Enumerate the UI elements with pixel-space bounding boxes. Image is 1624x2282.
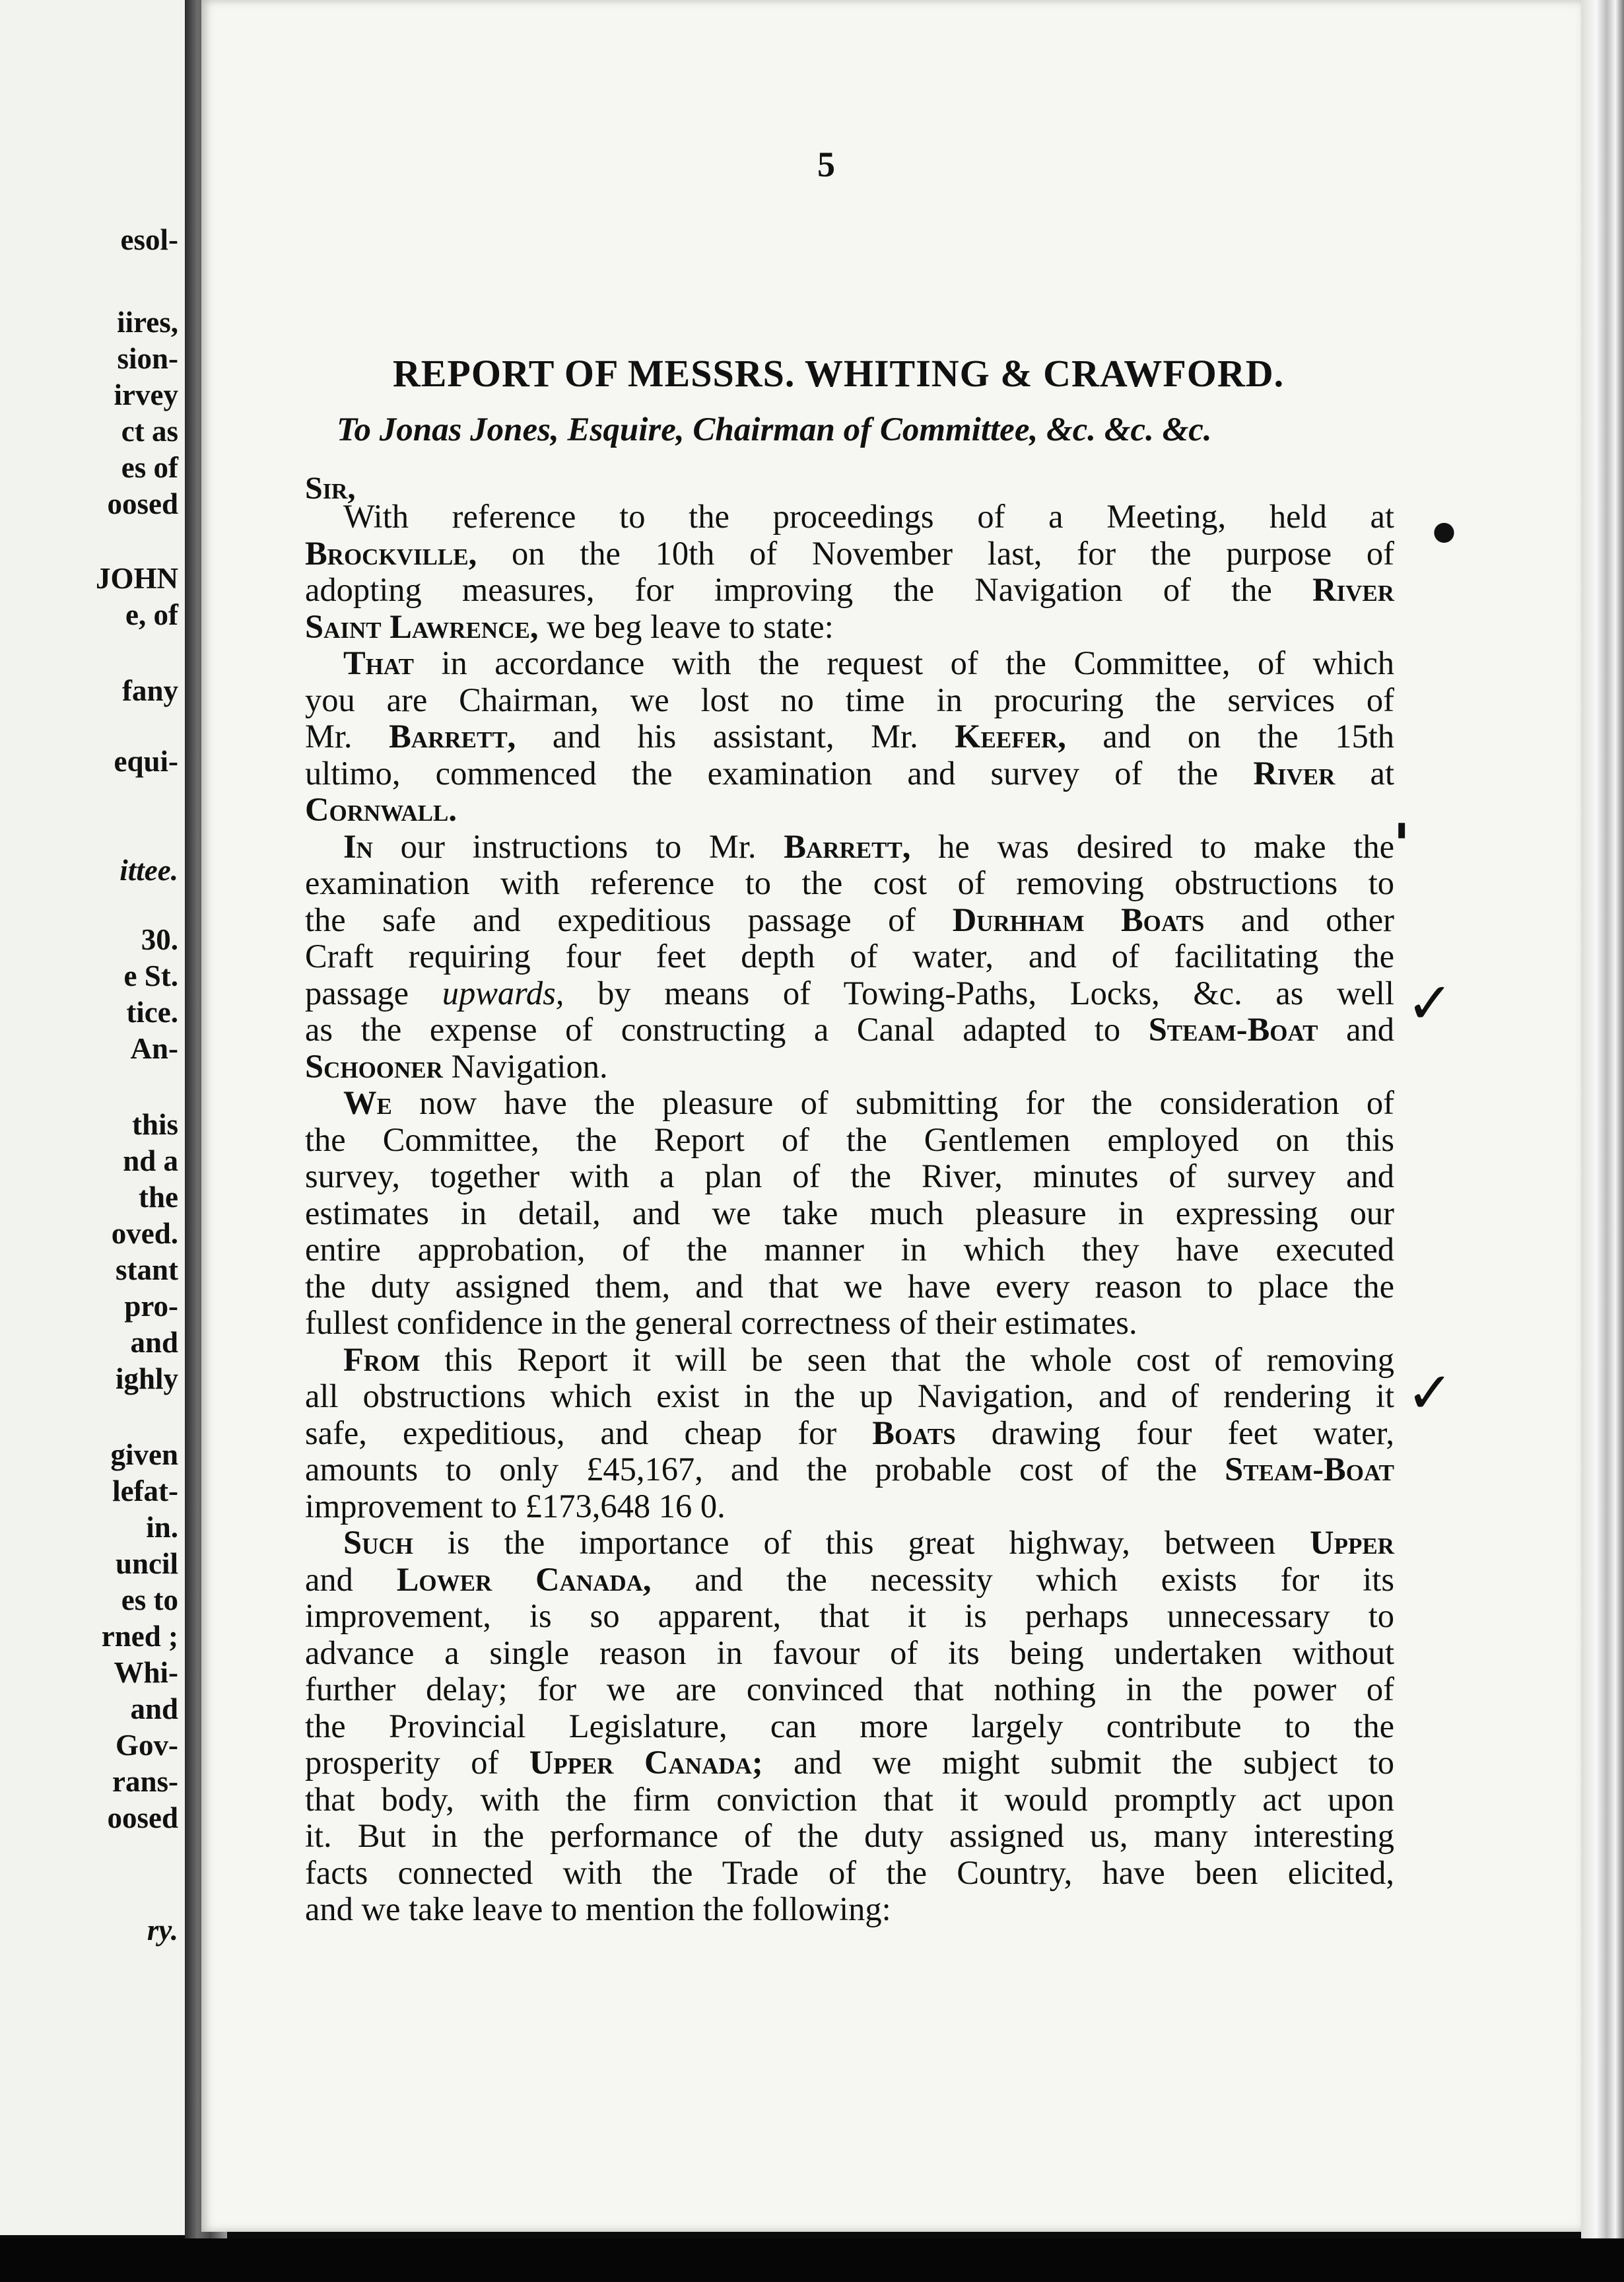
small-caps-text: Cornwall.: [305, 791, 457, 828]
text-run: improvement, is so apparent, that it is perhaps unnecessary to: [305, 1597, 1394, 1634]
text-line: [305, 1635, 1394, 1672]
text-run: by means of Towing-Paths, Locks, &c. as well: [564, 974, 1394, 1012]
small-caps-text: Steam-Boat: [1148, 1011, 1318, 1048]
text-line: [305, 1708, 1394, 1745]
left-page-text-fragment: sion-: [117, 342, 178, 375]
small-caps-text: Barrett,: [389, 718, 516, 755]
left-page-text-fragment: ry.: [147, 1914, 178, 1947]
text-run: in accordance with the request of the Committee, of which: [413, 644, 1394, 681]
text-line: [305, 682, 1394, 719]
text-run: survey, together with a plan of the River, minutes of survey and: [305, 1158, 1394, 1194]
left-page-text-fragment: rans-: [112, 1765, 178, 1798]
text-line: [305, 1488, 1394, 1525]
text-run: advance a single reason in favour of its being undertaken without: [305, 1634, 1394, 1671]
left-page-text-fragment: ittee.: [119, 854, 178, 887]
text-run: safe, expeditious, and cheap for: [305, 1414, 873, 1451]
text-line: [305, 1049, 1394, 1086]
text-line: [305, 1158, 1394, 1195]
check-mark-icon: ✓: [1406, 971, 1454, 1037]
text-run: Navigation.: [442, 1047, 608, 1085]
left-page-text-fragment: and: [130, 1326, 178, 1359]
text-run: as the expense of constructing a Canal adapted to: [305, 1011, 1149, 1048]
text-line: [305, 1415, 1394, 1452]
small-caps-text: Lower Canada,: [396, 1560, 652, 1598]
left-page-text-fragment: oosed: [107, 487, 178, 520]
small-caps-text: Keefer,: [955, 718, 1066, 755]
text-line: [305, 572, 1394, 609]
text-run: the duty assigned them, and that we have every reason to place the: [305, 1267, 1394, 1305]
text-line: [305, 1745, 1394, 1781]
left-page-text-fragment: tice.: [126, 996, 178, 1029]
text-line: [305, 902, 1394, 939]
left-page-text-fragment: oved.: [111, 1217, 178, 1250]
check-mark-icon: ✓: [1406, 1360, 1454, 1426]
small-caps-text: Boats: [872, 1414, 956, 1451]
text-line: [305, 1231, 1394, 1268]
text-line: [305, 499, 1394, 536]
left-page-text-fragment: e, of: [125, 598, 178, 631]
salutation: Sir,: [305, 471, 356, 506]
small-caps-text: We: [343, 1084, 392, 1121]
text-line: [305, 938, 1394, 975]
left-page-text-fragment: fany: [121, 674, 178, 707]
text-run: and: [1318, 1011, 1395, 1048]
text-line: [305, 792, 1394, 829]
text-line: [305, 1781, 1394, 1818]
left-page-text-fragment: in.: [146, 1511, 178, 1544]
text-line: [305, 829, 1394, 866]
text-run: and we take leave to mention the following:: [305, 1890, 891, 1927]
text-run: now have the pleasure of submitting for the consideration of: [391, 1084, 1394, 1121]
previous-page-fragment: [0, 0, 185, 2235]
text-line: [305, 609, 1394, 646]
small-caps-text: In: [343, 827, 373, 865]
left-page-text-fragment: es of: [121, 451, 178, 484]
text-run: it. But in the performance of the duty assigned us, many interesting: [305, 1817, 1394, 1854]
text-line: [305, 1891, 1394, 1928]
text-run: drawing four feet water,: [955, 1414, 1394, 1451]
left-page-text-fragment: equi-: [114, 745, 178, 778]
left-page-text-fragment: es to: [121, 1583, 178, 1616]
text-line: [305, 536, 1394, 572]
text-line: [305, 865, 1394, 902]
text-run: and we might submit the subject to: [762, 1744, 1394, 1781]
text-run: facts connected with the Trade of the Country, have been elicited,: [305, 1853, 1394, 1891]
text-line: [305, 1195, 1394, 1232]
left-page-text-fragment: 30.: [141, 923, 178, 956]
text-line: [305, 1305, 1394, 1342]
text-run: and other: [1204, 901, 1394, 938]
text-line: [305, 1562, 1394, 1599]
small-caps-text: Durhham Boats: [952, 901, 1205, 938]
page-number: 5: [817, 145, 835, 184]
left-page-text-fragment: uncil: [115, 1547, 178, 1580]
small-caps-text: Schooner: [305, 1047, 443, 1085]
text-line: [305, 1855, 1394, 1892]
left-page-text-fragment: pro-: [124, 1290, 178, 1323]
margin-mark: ': [1393, 812, 1411, 878]
left-page-text-fragment: this: [131, 1108, 178, 1141]
text-run: the Committee, the Report of the Gentlemen employed on this: [305, 1121, 1394, 1158]
text-line: [305, 1451, 1394, 1488]
left-page-text-fragment: Gov-: [116, 1729, 178, 1762]
small-caps-text: Brockville,: [305, 534, 477, 572]
text-run: further delay; for we are convinced that nothing in the power of: [305, 1671, 1394, 1708]
report-body: [305, 499, 1394, 1928]
text-line: [305, 1342, 1394, 1379]
text-run: on the 10th of November last, for the purpose of: [477, 534, 1394, 572]
left-page-text-fragment: iires,: [117, 306, 178, 339]
text-run: passage: [305, 974, 442, 1012]
left-page-text-fragment: rned ;: [101, 1620, 178, 1653]
left-page-text-fragment: lefat-: [112, 1474, 178, 1507]
text-run: With reference to the proceedings of a Meeting, held at: [343, 498, 1394, 535]
small-caps-text: From: [343, 1340, 421, 1378]
text-run: amounts to only £45,167, and the probable cost of the: [305, 1451, 1225, 1488]
text-run: at: [1335, 754, 1394, 792]
text-run: prosperity of: [305, 1744, 529, 1781]
page-edge: [1581, 0, 1624, 2245]
left-page-text-fragment: given: [110, 1438, 178, 1471]
scan-border: [0, 2238, 1624, 2282]
text-run: the Provincial Legislature, can more largely contribute to the: [305, 1707, 1394, 1745]
text-run: estimates in detail, and we take much pleasure in expressing our: [305, 1194, 1394, 1231]
left-page-text-fragment: e St.: [123, 959, 178, 992]
text-run: fullest confidence in the general correctness of their estimates.: [305, 1304, 1137, 1341]
text-run: we beg leave to state:: [538, 607, 834, 645]
margin-mark: •: [1426, 502, 1462, 568]
small-caps-text: Upper Canada;: [529, 1744, 763, 1781]
text-run: adopting measures, for improving the Navigation of the: [305, 571, 1312, 608]
text-line: [305, 1085, 1394, 1122]
left-page-text-fragment: ighly: [115, 1362, 178, 1395]
text-run: all obstructions which exist in the up Navigation, and of rendering it: [305, 1377, 1394, 1414]
text-run: that body, with the firm conviction that it would promptly act upon: [305, 1780, 1394, 1818]
left-page-text-fragment: nd a: [123, 1144, 178, 1177]
report-title: REPORT OF MESSRS. WHITING & CRAWFORD.: [392, 352, 1285, 395]
small-caps-text: Upper: [1310, 1524, 1394, 1561]
text-run: the safe and expeditious passage of: [305, 901, 953, 938]
text-run: he was desired to make the: [910, 827, 1394, 865]
italic-text: upwards,: [442, 974, 564, 1012]
left-page-text-fragment: irvey: [114, 378, 178, 411]
text-line: [305, 1268, 1394, 1305]
text-run: improvement to £173,648 16 0.: [305, 1487, 726, 1525]
small-caps-text: Barrett,: [784, 827, 911, 865]
text-line: [305, 718, 1394, 755]
text-run: ultimo, commenced the examination and survey of the: [305, 754, 1254, 792]
left-page-text-fragment: stant: [115, 1253, 178, 1286]
text-run: Craft requiring four feet depth of water, and of facilitating the: [305, 938, 1394, 975]
text-run: entire approbation, of the manner in which they have executed: [305, 1231, 1394, 1268]
text-line: [305, 1671, 1394, 1708]
text-line: [305, 1525, 1394, 1562]
text-line: [305, 1818, 1394, 1855]
left-page-text-fragment: Whi-: [114, 1656, 178, 1689]
text-run: our instructions to Mr.: [372, 827, 784, 865]
text-line: [305, 645, 1394, 682]
left-page-text-fragment: oosed: [107, 1801, 178, 1834]
text-line: [305, 1598, 1394, 1635]
text-run: Mr.: [305, 718, 389, 755]
left-page-text-fragment: and: [130, 1692, 178, 1725]
left-page-text-fragment: the: [139, 1181, 178, 1214]
small-caps-text: Such: [343, 1524, 413, 1561]
text-run: and on the 15th: [1066, 718, 1395, 755]
text-line: [305, 1378, 1394, 1415]
text-line: [305, 755, 1394, 792]
text-run: is the importance of this great highway, between: [413, 1524, 1310, 1561]
small-caps-text: Steam-Boat: [1225, 1451, 1394, 1488]
small-caps-text: River: [1312, 571, 1394, 608]
text-line: [305, 1122, 1394, 1159]
text-line: [305, 1012, 1394, 1049]
text-line: [305, 975, 1394, 1012]
text-run: you are Chairman, we lost no time in procuring the services of: [305, 681, 1394, 718]
text-run: and: [305, 1560, 397, 1598]
left-page-text-fragment: An-: [130, 1032, 178, 1065]
small-caps-text: Saint Lawrence,: [305, 607, 539, 645]
small-caps-text: That: [343, 644, 414, 681]
text-run: and the necessity which exists for its: [651, 1560, 1394, 1598]
text-run: and his assistant, Mr.: [516, 718, 955, 755]
left-page-text-fragment: ct as: [121, 415, 178, 448]
small-caps-text: River: [1253, 754, 1336, 792]
text-run: this Report it will be seen that the whole cost of removing: [420, 1340, 1394, 1378]
addressee: To Jonas Jones, Esquire, Chairman of Committee, &c. &c. &c.: [337, 411, 1212, 448]
left-page-text-fragment: esol-: [120, 223, 178, 256]
text-run: examination with reference to the cost of removing obstructions to: [305, 864, 1394, 901]
left-page-text-fragment: JOHN: [95, 562, 178, 595]
